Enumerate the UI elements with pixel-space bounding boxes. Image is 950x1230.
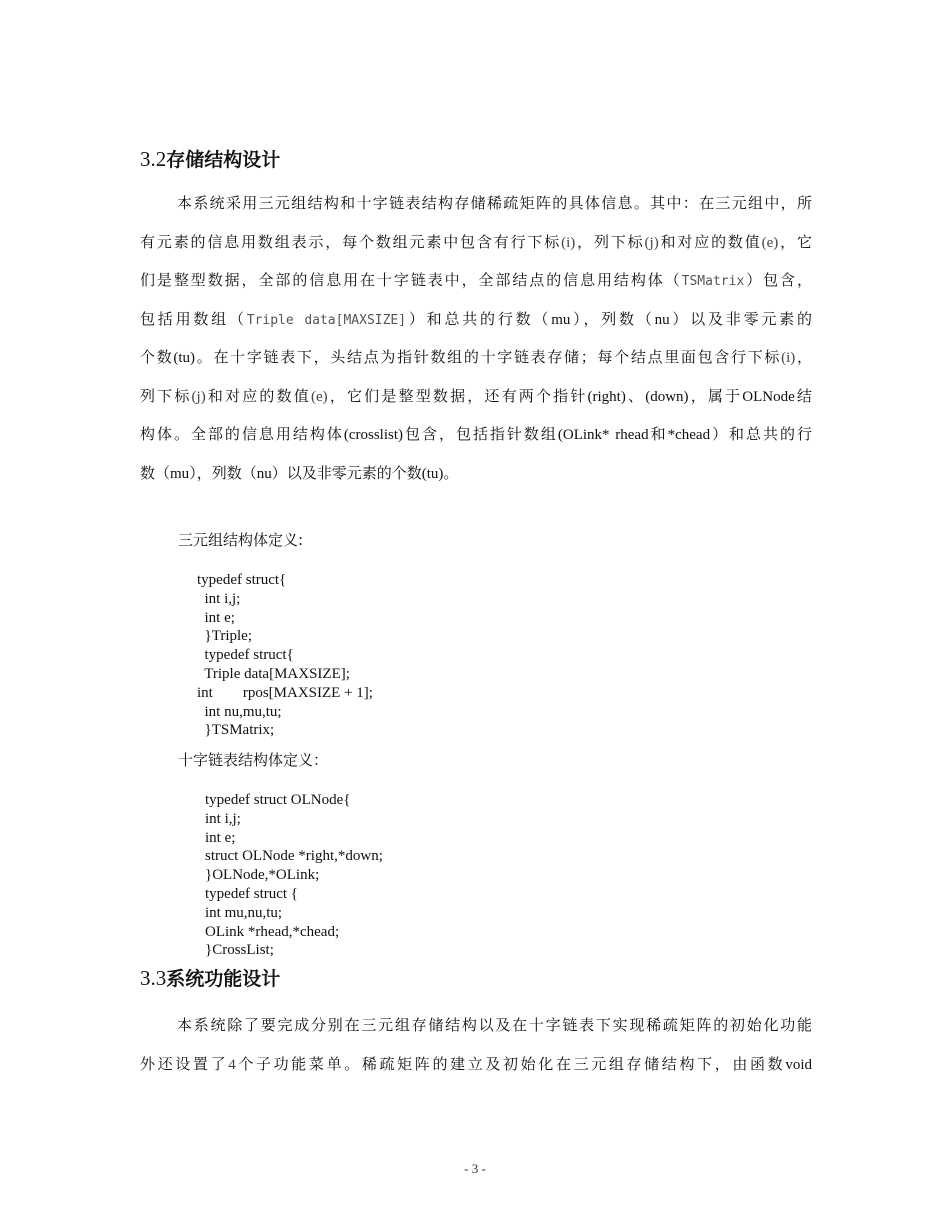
paragraph-function-design — [140, 1006, 812, 1083]
code-line: typedef struct { — [205, 885, 299, 902]
code-line: Triple data[MAXSIZE]; — [197, 665, 350, 682]
section-number: 3.3 — [140, 966, 167, 990]
section-heading-3-3 — [140, 965, 280, 992]
code-line: }OLNode,*OLink; — [205, 867, 320, 884]
code-line: typedef struct OLNode{ — [205, 792, 351, 808]
paragraph-line: 本系统除了要完成分别在三元组存储结构以及在十字链表下实现稀疏矩阵的初始化功能 — [177, 1016, 812, 1034]
code-line: struct OLNode *right,*down; — [205, 848, 383, 865]
code-line: }Triple; — [197, 628, 252, 645]
triple-definition-label: 三元组结构体定义: — [178, 531, 304, 549]
section-title: 存储结构设计 — [166, 149, 281, 171]
page-number: - 3 - — [464, 1161, 486, 1176]
paragraph-line: 包括用数组（Triple data[MAXSIZE]）和总共的行数（mu），列数（nu）以及非零元素的 — [140, 309, 812, 328]
section-heading-3-2 — [140, 146, 280, 173]
code-block-triple — [197, 571, 373, 740]
code-block-crosslist — [205, 791, 383, 960]
paragraph-line: 本系统采用三元组结构和十字链表结构存储稀疏矩阵的具体信息。其中：在三元组中，所 — [177, 194, 812, 212]
code-line: int mu,nu,tu; — [205, 904, 283, 921]
code-line: int rpos[MAXSIZE + 1]; — [197, 684, 373, 701]
code-line: typedef struct{ — [197, 647, 294, 664]
paragraph-line: 有元素的信息用数组表示，每个数组元素中包含有行下标(i)，列下标(j)和对应的数值(e)，它 — [140, 232, 812, 251]
code-line: int i,j; — [205, 810, 241, 827]
paragraph-line: 们是整型数据，全部的信息用在十字链表中，全部结点的信息用结构体（TSMatrix）包含， — [140, 271, 812, 289]
code-line: OLink *rhead,*chead; — [205, 923, 340, 940]
paragraph-line: 外还设置了4个子功能菜单。稀疏矩阵的建立及初始化在三元组存储结构下，由函数void — [140, 1054, 812, 1073]
code-line: }CrossList; — [205, 942, 274, 959]
code-line: }TSMatrix; — [197, 722, 275, 739]
paragraph-line: 数（mu），列数（nu）以及非零元素的个数(tu)。 — [140, 463, 459, 482]
paragraph-line: 列下标(j)和对应的数值(e)，它们是整型数据，还有两个指针(right)、(down)，属于OLNode结 — [140, 386, 812, 405]
paragraph-line: 个数(tu)。在十字链表下，头结点为指针数组的十字链表存储；每个结点里面包含行下标(i)， — [140, 348, 812, 366]
paragraph-line: 构体。全部的信息用结构体(crosslist)包含，包括指针数组(OLink* rhead和*chead）和总共的行 — [140, 425, 812, 443]
code-line: int e; — [205, 829, 236, 846]
paragraph-storage-structure — [140, 184, 812, 492]
code-line: int i,j; — [197, 590, 241, 607]
section-number: 3.2 — [140, 147, 167, 171]
section-title: 系统功能设计 — [166, 968, 281, 990]
code-line: int nu,mu,tu; — [197, 703, 282, 720]
code-line: typedef struct{ — [197, 572, 287, 588]
crosslist-definition-label: 十字链表结构体定义： — [178, 751, 329, 769]
code-line: int e; — [197, 609, 235, 626]
